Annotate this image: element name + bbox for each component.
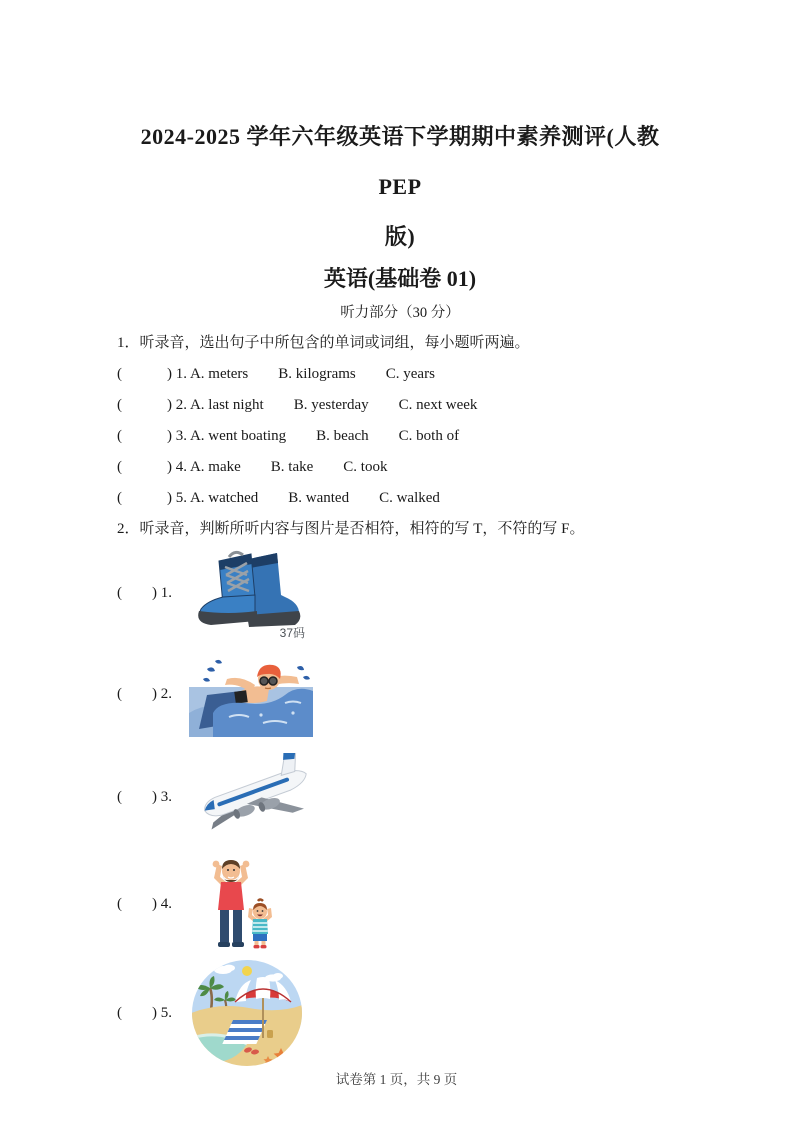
listening2-instruction: 2．听录音，判断所听内容与图片是否相符，相符的写 T，不符的写 F。 [117,521,585,537]
option-c: C. took [343,459,388,475]
page-number-footer: 试卷第 1 页，共 9 页 [335,1072,458,1087]
answer-blank: ( ) 5. [117,490,187,506]
beach-icon [189,958,305,1068]
option-b: B. yesterday [293,397,369,413]
listening1-item-4 [117,452,683,483]
listening2-item-2 [117,651,683,737]
swimmer-illustration [189,651,313,737]
option-c: C. next week [398,397,478,413]
option-a: A. last night [189,397,264,413]
option-a: A. went boating [189,428,287,444]
shoe-size-label: 37码 [279,626,305,640]
listening2-item-4 [117,856,683,952]
answer-blank: ( ) 3. [117,428,187,444]
answer-blank: ( ) 2. [117,397,187,413]
boots-illustration [189,545,307,641]
listening-section-heading: 听力部分（30 分） [340,305,460,321]
paper-title-line1: 2024-2025 学年六年级英语下学期期中素养测评(人教 PEP [140,124,660,199]
answer-blank: ( ) 3. [117,788,172,805]
father-son-illustration [189,856,289,952]
answer-blank: ( ) 1. [117,584,172,601]
option-a: A. make [189,459,241,475]
option-b: B. kilograms [278,366,356,382]
option-a: A. meters [189,366,249,382]
answer-blank: ( ) 4. [117,895,172,912]
option-a: A. watched [189,490,259,506]
listening1-item-2 [117,390,683,421]
option-c: C. both of [398,428,460,444]
paper-title-line2: 版) [384,224,416,249]
option-b: B. wanted [288,490,350,506]
option-c: C. years [385,366,435,382]
listening2-item-3 [117,753,683,841]
father-son-icon [189,856,289,952]
option-b: B. take [270,459,314,475]
answer-blank: ( ) 5. [117,1004,172,1021]
airplane-illustration [189,753,319,841]
listening2-item-5 [117,958,683,1068]
listening1-item-3 [117,421,683,452]
answer-blank: ( ) 4. [117,459,187,475]
listening1-item-5 [117,483,683,514]
listening1-item-1 [117,359,683,390]
paper-subtitle: 英语(基础卷 01) [323,266,477,291]
option-c: C. walked [379,490,440,506]
beach-illustration [189,958,305,1068]
answer-blank: ( ) 2. [117,685,172,702]
swimmer-icon [189,651,313,737]
listening1-instruction: 1．听录音，选出句子中所包含的单词或词组，每小题听两遍。 [117,335,530,351]
option-b: B. beach [316,428,369,444]
listening2-item-1 [117,545,683,641]
airplane-icon [189,753,319,841]
answer-blank: ( ) 1. [117,366,187,382]
